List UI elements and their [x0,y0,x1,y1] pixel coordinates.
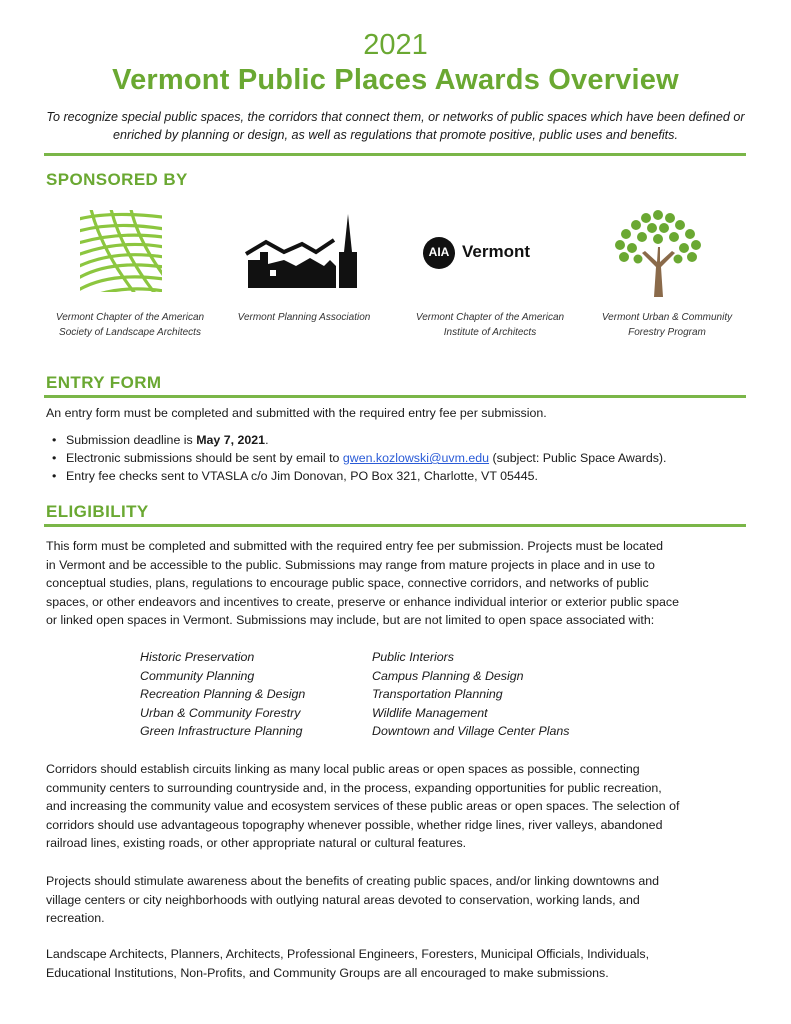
text-line: and increasing the community value and ecosystem services of these public areas or open spaces. The selection of [46,799,680,813]
list-item: Community Planning [140,668,255,683]
aia-vermont-text: Vermont [462,242,531,261]
list-item: Historic Preservation [140,650,255,664]
list-item: Transportation Planning [372,687,503,701]
tree-logo-icon [612,207,704,299]
entry-form-bullets [46,431,746,485]
list-item: Public Interiors [372,650,454,664]
caption-line: Institute of Architects [443,327,537,338]
aia-logo-icon [422,236,544,270]
sponsor-caption-forestry [582,310,752,340]
bullet-dot-icon: • [52,469,57,483]
text-line: railroad lines, existing roads, or other appropriate natural or cultural features. [46,836,467,850]
caption-line: Vermont Planning Association [237,312,371,323]
text-line: community centers to surrounding countryside and, in the process, expanding opportunities for public recreation, [46,780,662,795]
sponsor-caption-aia [402,310,578,340]
bullet-text: . [265,433,269,447]
sponsor-caption-asla [44,310,216,340]
document-year: 2021 [363,29,428,61]
sponsored-by-heading: SPONSORED BY [46,170,188,189]
entry-form-lead: An entry form must be completed and submitted with the required entry fee per submission. [46,406,547,420]
caption-line: Vermont Chapter of the American [55,312,205,323]
divider-rule [44,395,746,398]
eligibility-paragraph-3 [46,872,746,928]
text-line: Corridors should establish circuits linking as many local public areas or open spaces as possible, connecting [46,762,640,776]
bullet-fee [46,467,746,485]
list-item: Recreation Planning & Design [140,687,306,701]
text-line: or linked open spaces in Vermont. Submissions may include, but are not limited to open space associated with: [46,613,655,627]
caption-line: Society of Landscape Architects [59,327,201,338]
bullet-dot-icon: • [52,433,57,447]
aia-badge-text: AIA [428,245,450,259]
category-list-right [372,648,569,741]
list-item: Downtown and Village Center Plans [372,724,570,738]
divider-rule [44,524,746,527]
eligibility-heading: ELIGIBILITY [46,502,149,521]
text-line: Educational Institutions, Non-Profits, and Community Groups are all encouraged to make submissions. [46,965,609,980]
caption-line: Forestry Program [628,327,706,338]
text-line: spaces, or other endeavors and incentives to create, preserve or enhance individual interior or exterior public space [46,594,679,609]
list-item: Wildlife Management [372,705,488,720]
sponsor-caption-vpa [222,310,386,325]
caption-line: Vermont Urban & Community [601,312,733,323]
text-line: corridors should use advantageous topography whenever possible, whether ridge lines, river valleys, abandoned [46,817,663,832]
bullet-text: Submission deadline is [66,433,197,447]
text-line: conceptual studies, plans, regulations to encourage public space, connective corridors, and networks of public [46,576,649,590]
document-title: Vermont Public Places Awards Overview [112,64,679,96]
intro-statement: To recognize special public spaces, the corridors that connect them, or networks of public spaces which have been defined or enriched by planning or design, as well as regulations that promote positive, public uses and benefits. [46,110,745,142]
entry-form-heading: ENTRY FORM [46,373,162,392]
bullet-email [46,449,746,467]
list-item: Urban & Community Forestry [140,705,301,720]
category-list-left [140,648,305,741]
text-line: Landscape Architects, Planners, Architects, Professional Engineers, Foresters, Municipal Officials, Individuals, [46,947,650,961]
landscape-lines-logo-icon [80,210,162,292]
email-link[interactable]: gwen.kozlowski@uvm.edu [342,451,490,465]
bullet-text: Electronic submissions should be sent by email to [66,451,343,465]
text-line: recreation. [46,911,105,925]
caption-line: Vermont Chapter of the American [415,312,565,323]
eligibility-paragraph-1 [46,537,746,630]
eligibility-paragraph-4 [46,945,746,982]
skyline-church-logo-icon [244,212,362,292]
bullet-deadline [46,431,746,449]
text-line: Projects should stimulate awareness about the benefits of creating public spaces, and/or linking downtowns and [46,874,660,888]
deadline-date: May 7, 2021 [196,433,266,447]
bullet-text: (subject: Public Space Awards). [489,451,667,465]
text-line: village centers or city neighborhoods with outlying natural areas devoted to conservation, working lands, and [46,892,640,907]
divider-rule [44,153,746,156]
text-line: This form must be completed and submitted with the required entry fee per submission. Projects must be located [46,539,664,553]
bullet-text: Entry fee checks sent to VTASLA c/o Jim Donovan, PO Box 321, Charlotte, VT 05445. [66,469,539,483]
bullet-dot-icon: • [52,451,57,465]
list-item: Campus Planning & Design [372,668,524,683]
text-line: in Vermont and be accessible to the public. Submissions may range from mature projects in place and in use to [46,557,655,572]
eligibility-paragraph-2 [46,760,746,853]
list-item: Green Infrastructure Planning [140,724,303,738]
